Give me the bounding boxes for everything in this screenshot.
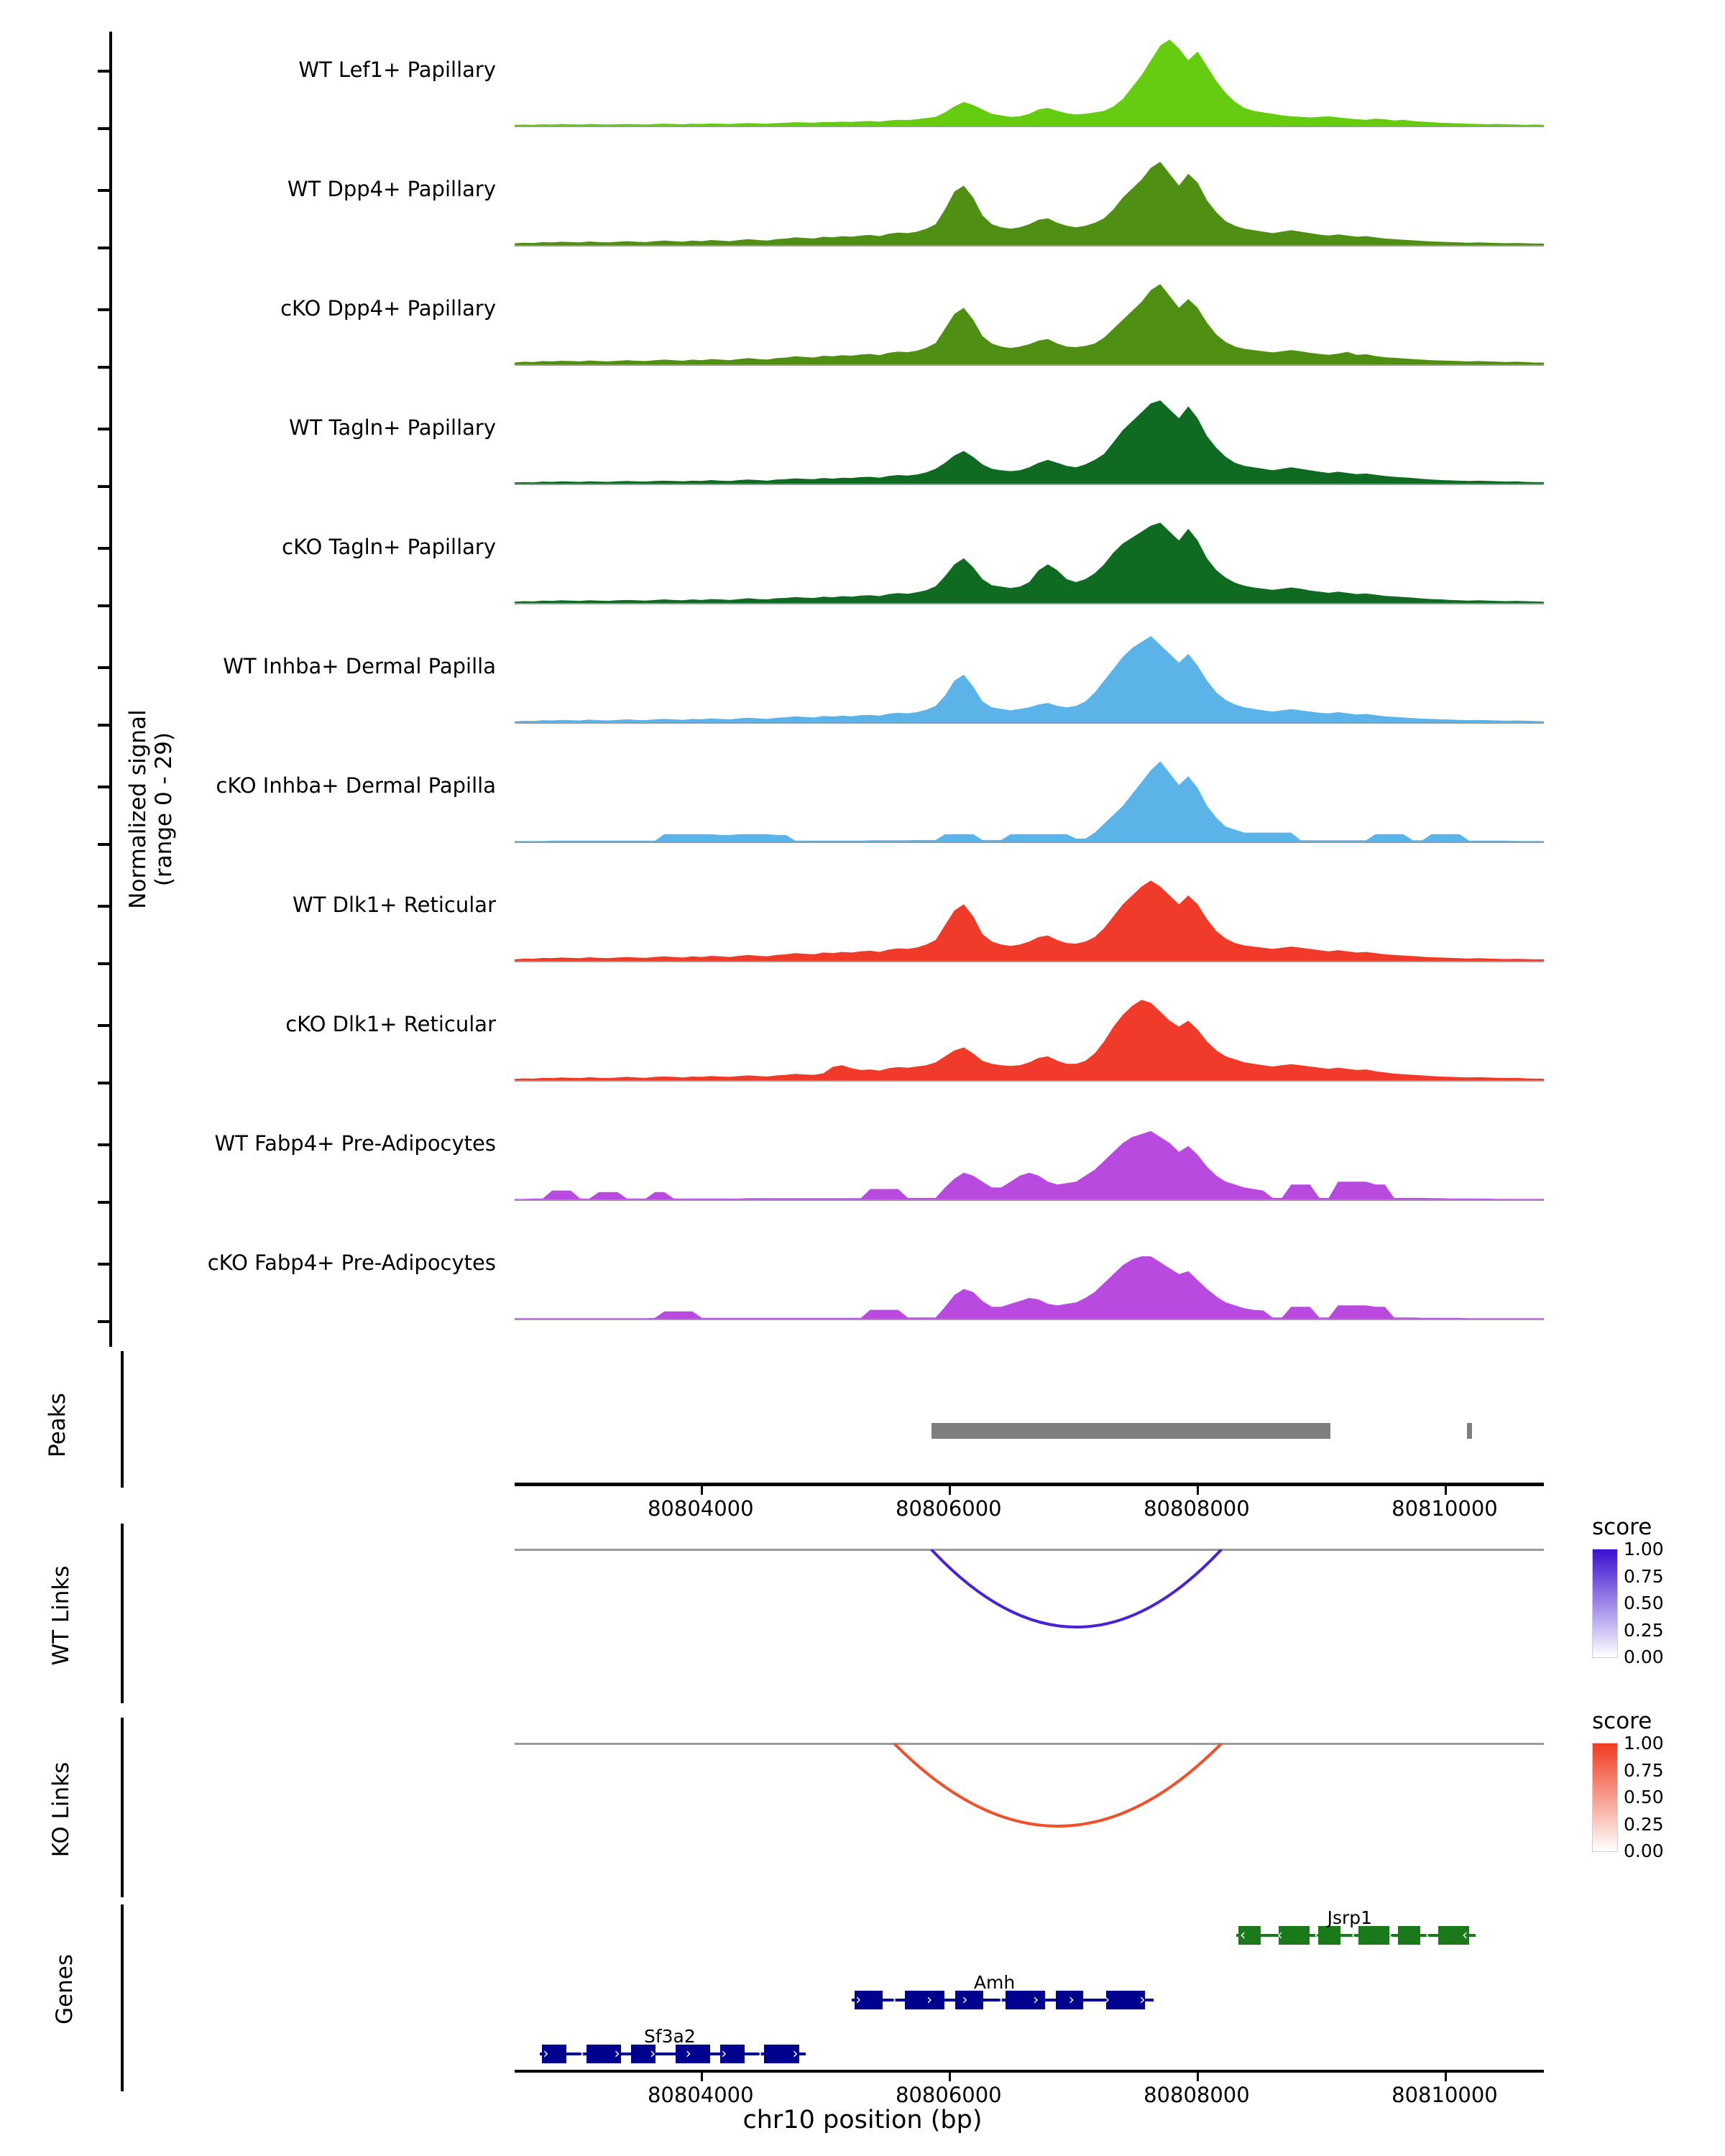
- legend-title: score: [1592, 1514, 1652, 1540]
- track-label: WT Lef1+ Papillary: [298, 57, 496, 82]
- gene-strand-arrow: ‹: [1240, 1926, 1246, 1943]
- signal-spine-tick: [98, 843, 111, 846]
- signal-spine-tick: [98, 127, 111, 130]
- gene-strand-arrow: ›: [721, 2045, 727, 2062]
- signal-spine-tick: [98, 1201, 111, 1204]
- track-label: WT Fabp4+ Pre-Adipocytes: [214, 1131, 496, 1156]
- x-axis-tick-label: 80806000: [896, 2083, 1002, 2107]
- coverage-track-area: [515, 1113, 1544, 1201]
- gene-strand-arrow: ‹: [1351, 1926, 1357, 1943]
- track-label: WT Tagln+ Papillary: [288, 415, 496, 440]
- x-axis-tick-mark: [1197, 1486, 1199, 1495]
- x-axis-tick-label: 80806000: [896, 1496, 1002, 1521]
- wt-links-panel-label: WT Links: [48, 1565, 74, 1666]
- coverage-track-area: [515, 159, 1544, 247]
- signal-spine-tick: [98, 366, 111, 369]
- signal-spine-tick: [98, 724, 111, 727]
- signal-spine-tick: [98, 1263, 111, 1266]
- signal-spine-tick: [98, 189, 111, 192]
- coverage-track-area: [515, 40, 1544, 127]
- legend-tick-label: 0.25: [1624, 1619, 1664, 1641]
- gene-exon[interactable]: [1398, 1926, 1420, 1945]
- signal-panel-spine: [109, 32, 112, 1347]
- coverage-track-area: [515, 875, 1544, 962]
- gene-strand-arrow: ›: [962, 1991, 968, 2008]
- signal-spine-tick: [98, 604, 111, 607]
- track-label: cKO Dpp4+ Papillary: [280, 296, 496, 321]
- genes-panel-spine: [121, 1904, 124, 2091]
- legend-tick-label: 0.00: [1624, 1841, 1664, 1861]
- signal-spine-tick: [98, 485, 111, 488]
- x-axis-tick-mark: [949, 2073, 951, 2081]
- gene-strand-arrow: ‹: [1425, 1926, 1431, 1943]
- y-axis-label-line2: (range 0 - 29): [151, 732, 177, 887]
- legend-tick-label: 0.25: [1624, 1813, 1664, 1835]
- gene-strand-arrow: ‹: [1276, 1926, 1283, 1943]
- signal-spine-tick: [98, 308, 111, 311]
- peaks-panel-spine: [121, 1351, 124, 1488]
- x-axis-tick-label: 80808000: [1144, 2083, 1250, 2107]
- track-label: cKO Tagln+ Papillary: [282, 535, 496, 559]
- legend-tick-label: 0.75: [1624, 1759, 1664, 1781]
- signal-spine-tick: [98, 1024, 111, 1027]
- track-label: cKO Fabp4+ Pre-Adipocytes: [207, 1250, 496, 1275]
- signal-spine-tick: [98, 1320, 111, 1323]
- signal-spine-tick: [98, 70, 111, 73]
- gene-strand-arrow: ›: [792, 2045, 799, 2062]
- ko-links-panel-label: KO Links: [48, 1761, 74, 1858]
- gene-strand-arrow: ›: [891, 1991, 897, 2008]
- gene-strand-arrow: ›: [756, 2045, 763, 2062]
- x-axis-tick-mark: [1197, 2073, 1199, 2081]
- signal-spine-tick: [98, 1143, 111, 1146]
- gene-strand-arrow: ›: [543, 2045, 549, 2062]
- legend-tick-label: 0.50: [1624, 1787, 1664, 1807]
- gene-name-label: Jsrp1: [1327, 1907, 1373, 1928]
- gene-strand-arrow: ‹: [1388, 1926, 1394, 1943]
- coverage-track-area: [515, 278, 1544, 366]
- legend-tick-label: 0.00: [1624, 1646, 1664, 1667]
- x-axis-tick-mark: [1445, 1486, 1447, 1495]
- legend-title: score: [1592, 1708, 1652, 1734]
- track-label: WT Dlk1+ Reticular: [293, 893, 496, 917]
- coverage-track-area: [515, 994, 1544, 1082]
- gene-exon[interactable]: [905, 1991, 944, 2009]
- genes-panel-label: Genes: [52, 1954, 78, 2024]
- signal-spine-tick: [98, 247, 111, 249]
- x-axis-tick-mark: [701, 2073, 703, 2081]
- gene-strand-arrow: ›: [614, 2045, 620, 2062]
- x-axis-tick-mark: [1445, 2073, 1447, 2081]
- coverage-track-area: [515, 517, 1544, 604]
- signal-spine-tick: [98, 786, 111, 788]
- x-axis-tick-mark: [701, 1486, 703, 1495]
- signal-spine-tick: [98, 905, 111, 908]
- peaks-panel-label: Peaks: [45, 1393, 70, 1457]
- gene-strand-arrow: ›: [1033, 1991, 1039, 2008]
- gene-strand-arrow: ›: [650, 2045, 656, 2062]
- legend-tick-label: 0.75: [1624, 1565, 1664, 1587]
- x-axis-tick-mark: [949, 1486, 951, 1495]
- gene-strand-arrow: ›: [1104, 1991, 1110, 2008]
- legend-color-bar: [1592, 1743, 1618, 1852]
- track-label: WT Inhba+ Dermal Papilla: [223, 654, 496, 678]
- signal-spine-tick: [98, 547, 111, 550]
- signal-spine-tick: [98, 428, 111, 430]
- x-axis-tick-label: 80810000: [1392, 1496, 1498, 1521]
- coverage-track-area: [515, 1233, 1544, 1320]
- x-axis-tick-label: 80804000: [647, 1496, 754, 1521]
- track-label: cKO Dlk1+ Reticular: [285, 1012, 496, 1036]
- peak-region[interactable]: [932, 1423, 1331, 1439]
- legend-tick-label: 0.50: [1624, 1593, 1664, 1613]
- gene-strand-arrow: ‹: [1314, 1926, 1320, 1943]
- legend-tick-label: 1.00: [1624, 1733, 1664, 1754]
- gene-exon[interactable]: [1358, 1926, 1389, 1945]
- coverage-track-area: [515, 397, 1544, 485]
- signal-spine-tick: [98, 962, 111, 965]
- signal-spine-tick: [98, 1082, 111, 1084]
- peaks-x-axis-line: [515, 1483, 1544, 1486]
- genes-x-axis-line: [515, 2070, 1544, 2073]
- gene-strand-arrow: ›: [926, 1991, 933, 2008]
- gene-strand-arrow: ›: [997, 1991, 1003, 2008]
- gene-strand-arrow: ›: [1068, 1991, 1075, 2008]
- y-axis-label-line1: Normalized signal: [125, 709, 151, 909]
- gene-strand-arrow: ›: [685, 2045, 691, 2062]
- x-axis-tick-label: 80808000: [1144, 1496, 1250, 1521]
- legend-tick-label: 1.00: [1624, 1539, 1664, 1560]
- peak-region[interactable]: [1467, 1423, 1472, 1439]
- gene-name-label: Amh: [973, 1972, 1016, 1993]
- gene-strand-arrow: ›: [855, 1991, 862, 2008]
- x-axis-title: chr10 position (bp): [742, 2106, 983, 2134]
- x-axis-tick-label: 80810000: [1392, 2083, 1498, 2107]
- track-label: cKO Inhba+ Dermal Papilla: [216, 773, 496, 798]
- link-arc[interactable]: [0, 1549, 1725, 1765]
- gene-strand-arrow: ›: [579, 2045, 585, 2062]
- coverage-track-area: [515, 636, 1544, 724]
- legend-color-bar: [1592, 1549, 1618, 1658]
- track-label: WT Dpp4+ Papillary: [287, 177, 496, 201]
- gene-strand-arrow: ›: [1139, 1991, 1146, 2008]
- gene-strand-arrow: ‹: [1462, 1926, 1468, 1943]
- gene-name-label: Sf3a2: [643, 2026, 696, 2047]
- y-axis-label: [125, 608, 177, 1010]
- coverage-track-area: [515, 755, 1544, 843]
- signal-spine-tick: [98, 666, 111, 669]
- x-axis-tick-label: 80804000: [647, 2083, 754, 2107]
